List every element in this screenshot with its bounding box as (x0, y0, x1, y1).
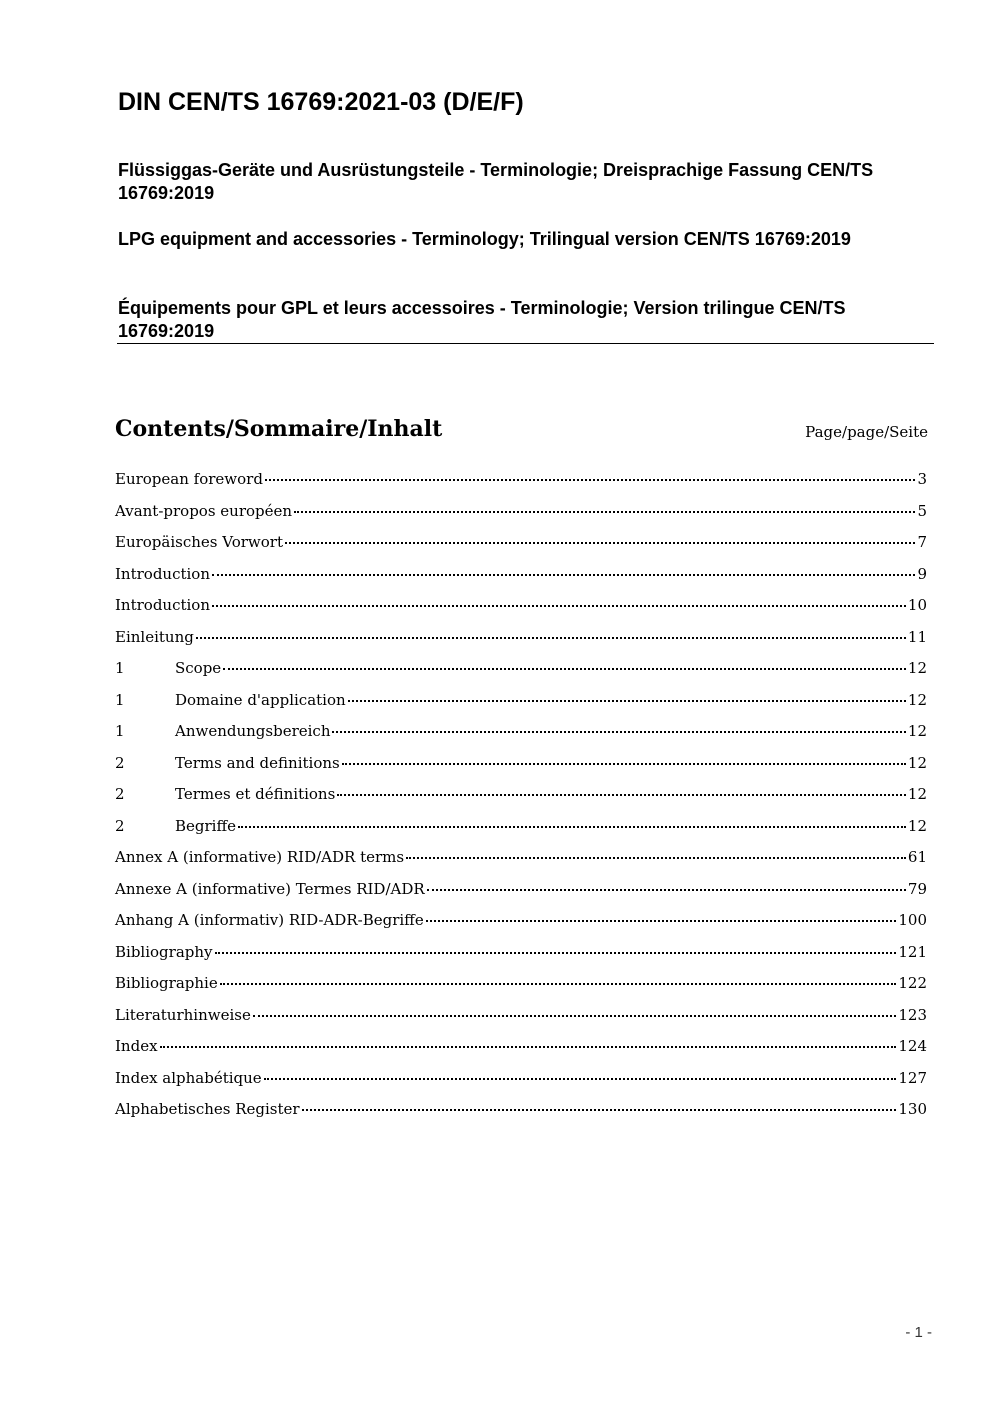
toc-entry-title: Literaturhinweise (115, 1005, 251, 1024)
toc-entry-page: 12 (907, 816, 927, 835)
toc-entry-title: Termes et définitions (175, 785, 336, 803)
toc-entry-title: Scope (175, 659, 222, 677)
toc-entry-page: 10 (907, 596, 927, 614)
toc-entry-number: 2 (115, 785, 125, 803)
toc-entry-page: 12 (907, 785, 927, 803)
toc-dot-leader (264, 1078, 897, 1080)
toc-dot-leader (427, 889, 906, 891)
toc-dot-leader (302, 1109, 897, 1111)
toc-entry[interactable] (115, 1037, 927, 1069)
toc-entry-title: Bibliography (115, 942, 213, 961)
toc-entry-title: Introduction (115, 596, 210, 614)
toc-entry-title: Introduction (115, 564, 210, 583)
toc-entry[interactable] (115, 943, 927, 975)
title-divider (117, 343, 934, 344)
toc-entry-number: 1 (115, 722, 125, 740)
toc-dot-leader (332, 731, 905, 733)
toc-entry-title: European foreword (115, 470, 263, 488)
toc-entry-page: 12 (907, 690, 927, 709)
toc-dot-leader (238, 826, 906, 828)
toc-entry[interactable] (115, 596, 927, 628)
toc-entry[interactable] (115, 1069, 927, 1101)
toc-entry-page: 123 (898, 1005, 927, 1024)
subtitle-french: Équipements pour GPL et leurs accessoires - Terminologie; Version trilingue CEN/TS 16769:2019 (118, 298, 846, 341)
toc-entry-title: Alphabetisches Register (115, 1100, 300, 1118)
toc-dot-leader (212, 574, 915, 576)
toc-entry-title: Index (115, 1037, 158, 1055)
toc-entry-page: 79 (907, 879, 927, 898)
toc-entry-number: 1 (115, 659, 125, 677)
toc-entry[interactable] (115, 848, 927, 880)
toc-entry[interactable] (115, 659, 927, 691)
toc-entry-title: Bibliographie (115, 974, 218, 992)
toc-dot-leader (406, 857, 906, 859)
toc-entry-title: Anhang A (informativ) RID-ADR-Begriffe (115, 911, 424, 929)
toc-entry-page: 12 (907, 753, 927, 772)
toc-dot-leader (348, 700, 906, 702)
toc-dot-leader (160, 1046, 897, 1048)
toc-entry[interactable] (115, 533, 927, 565)
toc-entry-title: Terms and definitions (175, 753, 340, 772)
toc-entry[interactable] (115, 565, 927, 597)
toc-entry-page: 124 (898, 1037, 927, 1055)
document-title: DIN CEN/TS 16769:2021-03 (D/E/F) (118, 88, 524, 116)
toc-dot-leader (337, 794, 906, 796)
toc-entry[interactable] (115, 754, 927, 786)
toc-dot-leader (426, 920, 897, 922)
subtitle-english: LPG equipment and accessories - Terminology; Trilingual version CEN/TS 16769:2019 (118, 229, 851, 249)
toc-entry-page: 61 (907, 848, 927, 866)
toc-entry-page: 3 (917, 470, 927, 488)
toc-entry-title: Avant-propos européen (115, 501, 293, 520)
toc-entry-page: 130 (898, 1100, 927, 1118)
toc-entry-page: 127 (898, 1068, 927, 1087)
toc-entry-page: 7 (917, 533, 927, 551)
table-of-contents (115, 470, 927, 1132)
toc-entry-page: 5 (917, 501, 927, 520)
toc-entry-title: Domaine d'application (175, 690, 346, 709)
toc-entry-page: 100 (898, 911, 927, 929)
toc-entry[interactable] (115, 470, 927, 502)
toc-dot-leader (342, 763, 906, 765)
toc-entry-page: 12 (907, 722, 927, 740)
toc-dot-leader (294, 511, 915, 513)
contents-heading: Contents/Sommaire/Inhalt (115, 416, 443, 442)
toc-entry[interactable] (115, 785, 927, 817)
toc-entry[interactable] (115, 880, 927, 912)
toc-entry-title: Index alphabétique (115, 1068, 262, 1087)
page-number: - 1 - (905, 1324, 932, 1341)
toc-entry-title: Annexe A (informative) Termes RID/ADR (115, 879, 425, 898)
toc-dot-leader (285, 542, 915, 544)
toc-entry-title: Annex A (informative) RID/ADR terms (115, 848, 405, 866)
toc-dot-leader (253, 1015, 897, 1017)
page-column-label: Page/page/Seite (805, 423, 928, 441)
toc-dot-leader (220, 983, 897, 985)
toc-entry-number: 1 (115, 690, 125, 709)
toc-dot-leader (196, 637, 906, 639)
subtitle-german: Flüssiggas-Geräte und Ausrüstungsteile - Terminologie; Dreisprachige Fassung CEN/TS 16769:2019 (118, 160, 874, 203)
toc-entry-page: 9 (917, 564, 927, 583)
toc-entry-page: 12 (907, 659, 927, 677)
toc-entry[interactable] (115, 691, 927, 723)
toc-entry-number: 2 (115, 753, 125, 772)
toc-entry-number: 2 (115, 816, 125, 835)
toc-entry[interactable] (115, 974, 927, 1006)
toc-dot-leader (212, 605, 906, 607)
toc-entry-title: Einleitung (115, 627, 194, 646)
toc-entry-page: 121 (898, 942, 927, 961)
toc-dot-leader (215, 952, 897, 954)
toc-entry-title: Europäisches Vorwort (115, 533, 283, 551)
toc-entry[interactable] (115, 1006, 927, 1038)
toc-entry-title: Begriffe (175, 816, 237, 835)
toc-entry-page: 11 (907, 627, 927, 646)
toc-entry[interactable] (115, 911, 927, 943)
toc-entry[interactable] (115, 722, 927, 754)
toc-entry[interactable] (115, 628, 927, 660)
toc-entry-page: 122 (898, 974, 927, 992)
toc-entry[interactable] (115, 502, 927, 534)
toc-dot-leader (265, 479, 916, 481)
toc-entry-title: Anwendungsbereich (175, 722, 331, 740)
toc-entry[interactable] (115, 1100, 927, 1132)
toc-entry[interactable] (115, 817, 927, 849)
toc-dot-leader (223, 668, 906, 670)
